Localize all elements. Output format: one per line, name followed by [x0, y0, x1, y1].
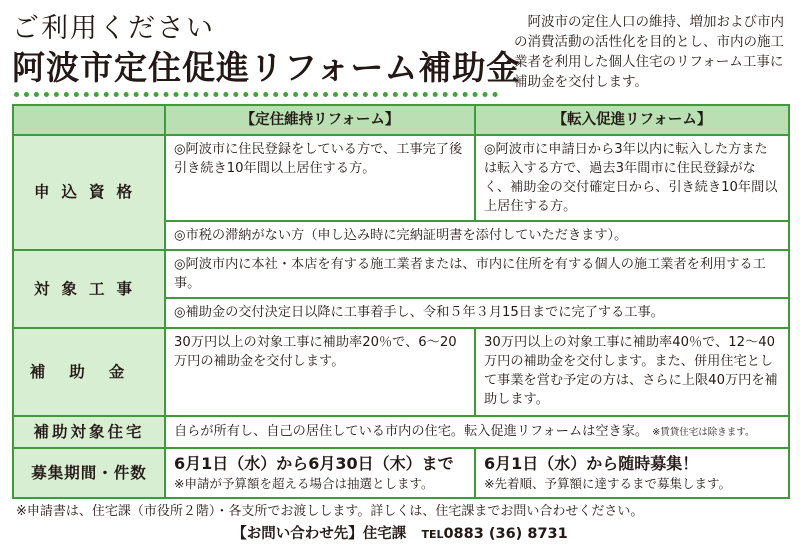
row-label-subsidy: 補助金 — [13, 328, 165, 416]
tel-prefix: TEL — [421, 528, 444, 541]
contact-line — [0, 522, 800, 543]
period-maintain-note: ※申請が予算額を超える場合は抽選とします。 — [174, 476, 434, 491]
dotted-divider — [14, 92, 498, 97]
row-label-work: 対象工事 — [13, 250, 165, 328]
subtitle: ご利用ください — [12, 13, 215, 44]
row-label-housing: 補助対象住宅 — [13, 416, 165, 448]
col-header-maintain: 【定住維持リフォーム】 — [165, 105, 475, 135]
row-label-period: 募集期間・件数 — [13, 448, 165, 498]
intro-text: 阿波市の定住人口の維持、増加および市内の消費活動の活性化を目的とし、市内の施工業者を利用した個人住宅のリフォーム工事に補助金を交付します。 — [514, 14, 784, 90]
period-migrate-note: ※先着順、予算額に達するまで募集します。 — [484, 476, 731, 491]
phone-number: 0883 (36) 8731 — [443, 526, 568, 542]
eligibility-common: ◎市税の滞納がない方（申し込み時に完納証明書を添付していただきます）。 — [165, 221, 789, 250]
period-maintain-main: 6月1日（水）から6月30日（木）まで — [174, 454, 454, 473]
subsidy-table — [12, 104, 790, 499]
header — [0, 0, 800, 98]
eligibility-migrate: ◎阿波市に申請日から3年以内に転入した方または転入する方で、過去3年間市に住民登録がなく、補助金の交付確定日から、引き続き10年間以上居住する方。 — [475, 135, 789, 221]
page-title: 阿波市定住促進リフォーム補助金 — [12, 48, 521, 87]
work-line1: ◎阿波市内に本社・本店を有する施工業者または、市内に住所を有する個人の施工業者を利用する工事。 — [165, 250, 789, 298]
housing-cell — [165, 416, 789, 448]
period-maintain — [165, 448, 475, 498]
table-corner — [13, 105, 165, 135]
housing-small-note: ※賃貸住宅は除きます。 — [652, 427, 755, 438]
work-line2: ◎補助金の交付決定日以降に工事着手し、令和５年３月15日までに完了する工事。 — [165, 298, 789, 328]
period-migrate-main: 6月1日（水）から随時募集！ — [484, 454, 699, 473]
col-header-migrate: 【転入促進リフォーム】 — [475, 105, 789, 135]
row-label-eligibility: 申込資格 — [13, 135, 165, 250]
application-note: ※申請書は、住宅課（市役所２階）・各支所でお渡しします。詳しくは、住宅課までお問い合わせください。 — [16, 504, 644, 519]
period-migrate — [475, 448, 789, 498]
subsidy-maintain: 30万円以上の対象工事に補助率20％で、6～20万円の補助金を交付します。 — [165, 328, 475, 416]
contact-label: 【お問い合わせ先】住宅課 — [232, 526, 407, 542]
housing-text: 自らが所有し、自己の居住している市内の住宅。転入促進リフォームは空き家。 — [174, 424, 649, 439]
eligibility-maintain: ◎阿波市に住民登録をしている方で、工事完了後引き続き10年間以上居住する方。 — [165, 135, 475, 221]
subsidy-migrate: 30万円以上の対象工事に補助率40％で、12～40万円の補助金を交付します。また、併用住宅として事業を営む予定の方は、さらに上限40万円を補助します。 — [475, 328, 789, 416]
